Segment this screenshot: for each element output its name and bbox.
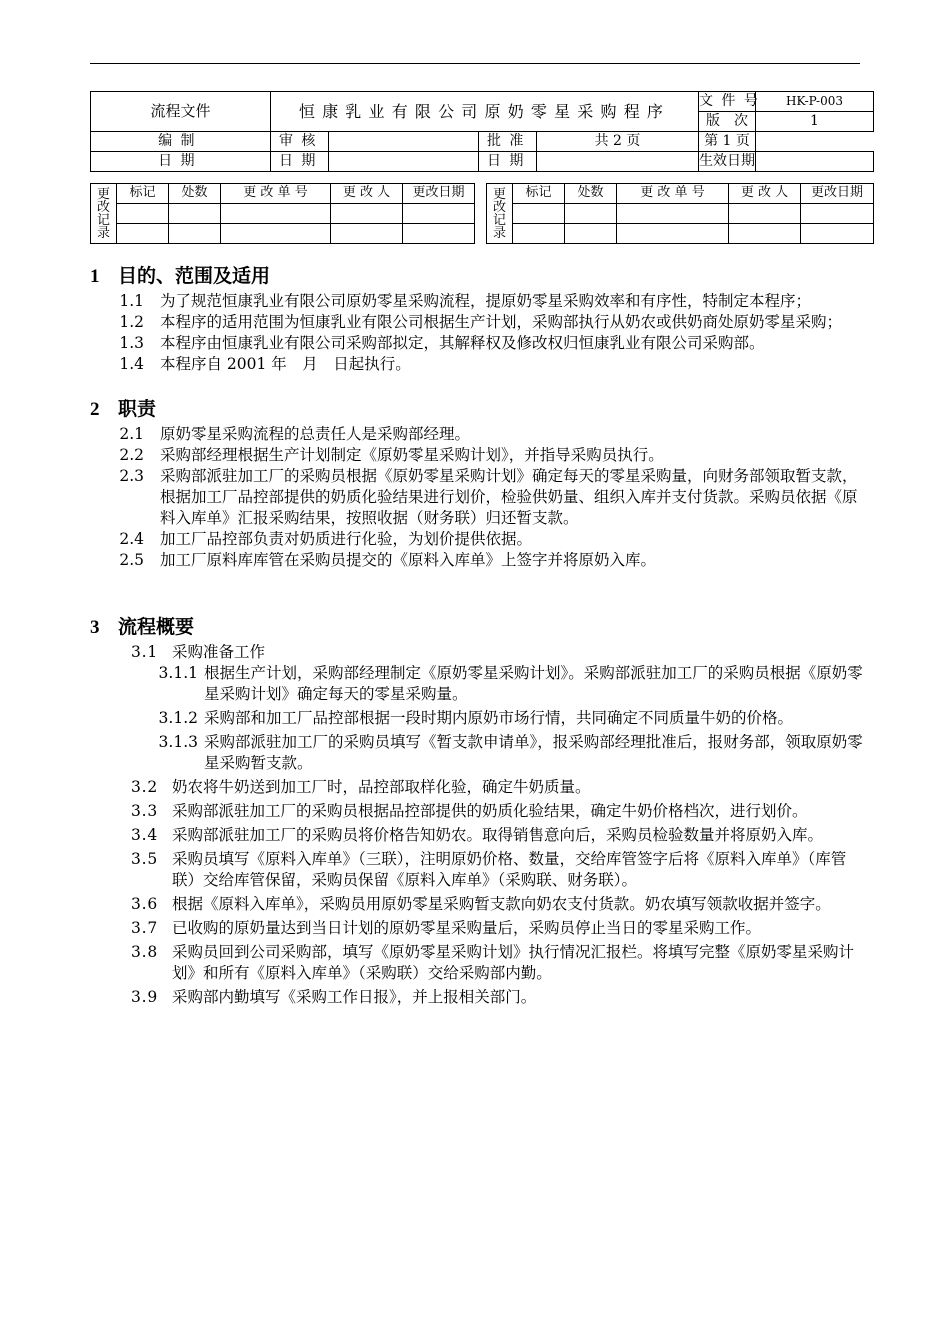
doc-type: 流程文件 xyxy=(91,92,271,132)
list-item: 3.6 根据《原料入库单》，采购员用原奶零星采购暂支款向奶农支付货款。奶农填写领款收据并签字。 xyxy=(131,895,831,913)
col-change-no: 更 改 单 号 xyxy=(221,184,331,204)
empty-cell xyxy=(729,224,801,244)
list-item: 3.3 采购部派驻加工厂的采购员根据品控部提供的奶质化验结果，确定牛奶价格档次，进行划价。 xyxy=(131,802,808,820)
empty-cell xyxy=(565,224,617,244)
list-item: 3.8 采购员回到公司采购部，填写《原奶零星采购计划》执行情况汇报栏。将填写完整《原奶零星采购计划》和所有《原料入库单》（采购联）交给采购部内勤。 xyxy=(131,943,855,982)
list-item: 1.1 为了规范恒康乳业有限公司原奶零星采购流程，提原奶零星采购效率和有序性，特制定本程序； xyxy=(119,292,812,310)
empty-cell xyxy=(403,204,475,224)
list-subitem: 3.1.1 根据生产计划，采购部经理制定《原奶零星采购计划》。采购部派驻加工厂的采购员根据《原奶零星采购计划》确定每天的零星采购量。 xyxy=(158,664,863,703)
version-label: 版 次 xyxy=(699,112,756,132)
list-item: 3.7 已收购的原奶量达到当日计划的原奶零星采购量后，采购员停止当日的零星采购工作。 xyxy=(131,919,762,937)
empty-cell xyxy=(729,204,801,224)
col-mark: 标记 xyxy=(513,184,565,204)
empty-cell xyxy=(117,224,169,244)
list-subitem: 3.1.3 采购部派驻加工厂的采购员填写《暂支款申请单》，报采购部经理批准后，报财务部，领取原奶零星采购暂支款。 xyxy=(158,733,863,772)
list-item: 2.4 加工厂品控部负责对奶质进行化验，为划价提供依据。 xyxy=(119,530,533,548)
list-item: 2.2 采购部经理根据生产计划制定《原奶零星采购计划》，并指导采购员执行。 xyxy=(119,446,664,464)
reviewer-label: 审核 xyxy=(271,132,329,152)
document-header-table xyxy=(90,91,874,172)
empty-cell xyxy=(221,224,331,244)
empty-cell xyxy=(617,224,729,244)
list-item: 3.2 奶农将牛奶送到加工厂时，品控部取样化验，确定牛奶质量。 xyxy=(131,778,591,796)
col-changer: 更 改 人 xyxy=(729,184,801,204)
section-heading: 2 职责 xyxy=(90,398,157,420)
effective-date-label: 生效日期 xyxy=(699,152,756,172)
list-item: 2.5 加工厂原料库库管在采购员提交的《原料入库单》上签字并将原奶入库。 xyxy=(119,551,657,569)
empty-cell xyxy=(565,204,617,224)
header-rule xyxy=(90,63,860,64)
col-mark: 标记 xyxy=(117,184,169,204)
reviewer-value xyxy=(329,132,479,152)
list-subitem: 3.1.2 采购部和加工厂品控部根据一段时期内原奶市场行情，共同确定不同质量牛奶的价格。 xyxy=(158,709,794,727)
date-value-2 xyxy=(329,152,479,172)
change-record-table-left xyxy=(90,183,475,244)
change-record-table-right xyxy=(486,183,874,244)
list-item: 2.1 原奶零星采购流程的总责任人是采购部经理。 xyxy=(119,425,471,443)
change-record-side-label: 更改记录 xyxy=(91,184,117,244)
empty-cell xyxy=(801,204,874,224)
file-no-label: 文件号 xyxy=(699,92,756,112)
section-heading: 3 流程概要 xyxy=(90,616,195,638)
empty-cell xyxy=(331,224,403,244)
list-item: 3.5 采购员填写《原料入库单》（三联），注明原奶价格、数量，交给库管签字后将《原料入库单》（库管联）交给库管保留，采购员保留《原料入库单》（采购联、财务联）。 xyxy=(131,850,847,889)
list-item: 3.4 采购部派驻加工厂的采购员将价格告知奶农。取得销售意向后，采购员检验数量并将原奶入库。 xyxy=(131,826,824,844)
list-item: 1.4 本程序自 2001 年 月 日起执行。 xyxy=(119,355,411,373)
empty-cell xyxy=(801,224,874,244)
col-change-no: 更 改 单 号 xyxy=(617,184,729,204)
page-number: 第 1 页 xyxy=(699,132,756,152)
empty-cell xyxy=(617,204,729,224)
list-item: 3.9 采购部内勤填写《采购工作日报》，并上报相关部门。 xyxy=(131,988,537,1006)
list-item: 3.1 采购准备工作 xyxy=(131,643,266,661)
col-change-date: 更改日期 xyxy=(403,184,475,204)
empty-cell xyxy=(331,204,403,224)
list-item: 2.3 采购部派驻加工厂的采购员根据《原奶零星采购计划》确定每天的零星采购量，向财务部领取暂支款，根据加工厂品控部提供的奶质化验结果进行划价，检验供奶量、组织入库并支付货款。采购员依据《原料入库单》汇报采购结果，按照收据（财务联）归还暂支款。 xyxy=(119,467,858,527)
col-changer: 更 改 人 xyxy=(331,184,403,204)
effective-date-value xyxy=(756,152,874,172)
list-item: 1.3 本程序由恒康乳业有限公司采购部拟定，其解释权及修改权归恒康乳业有限公司采购部。 xyxy=(119,334,765,352)
version-value: 1 xyxy=(756,112,874,132)
empty-cell xyxy=(403,224,475,244)
col-change-date: 更改日期 xyxy=(801,184,874,204)
date-label-2: 日期 xyxy=(271,152,329,172)
section-heading: 1 目的、范围及适用 xyxy=(90,265,271,287)
approver-label: 批准 xyxy=(479,132,537,152)
file-no-value: HK-P-003 xyxy=(756,92,874,112)
date-label: 日期 xyxy=(91,152,271,172)
empty-cell xyxy=(513,204,565,224)
empty-cell xyxy=(169,204,221,224)
col-count: 处数 xyxy=(169,184,221,204)
change-record-side-label: 更改记录 xyxy=(487,184,513,244)
col-count: 处数 xyxy=(565,184,617,204)
empty-cell xyxy=(513,224,565,244)
date-value-3 xyxy=(537,152,699,172)
doc-title: 恒康乳业有限公司原奶零星采购程序 xyxy=(271,92,699,132)
total-pages: 共 2 页 xyxy=(537,132,699,152)
empty-cell xyxy=(221,204,331,224)
empty-cell xyxy=(169,224,221,244)
editor-label: 编制 xyxy=(91,132,271,152)
list-item: 1.2 本程序的适用范围为恒康乳业有限公司根据生产计划，采购部执行从奶农或供奶商处原奶零星采购； xyxy=(119,313,843,331)
empty-cell xyxy=(117,204,169,224)
document-body xyxy=(90,262,865,1008)
date-label-3: 日期 xyxy=(479,152,537,172)
